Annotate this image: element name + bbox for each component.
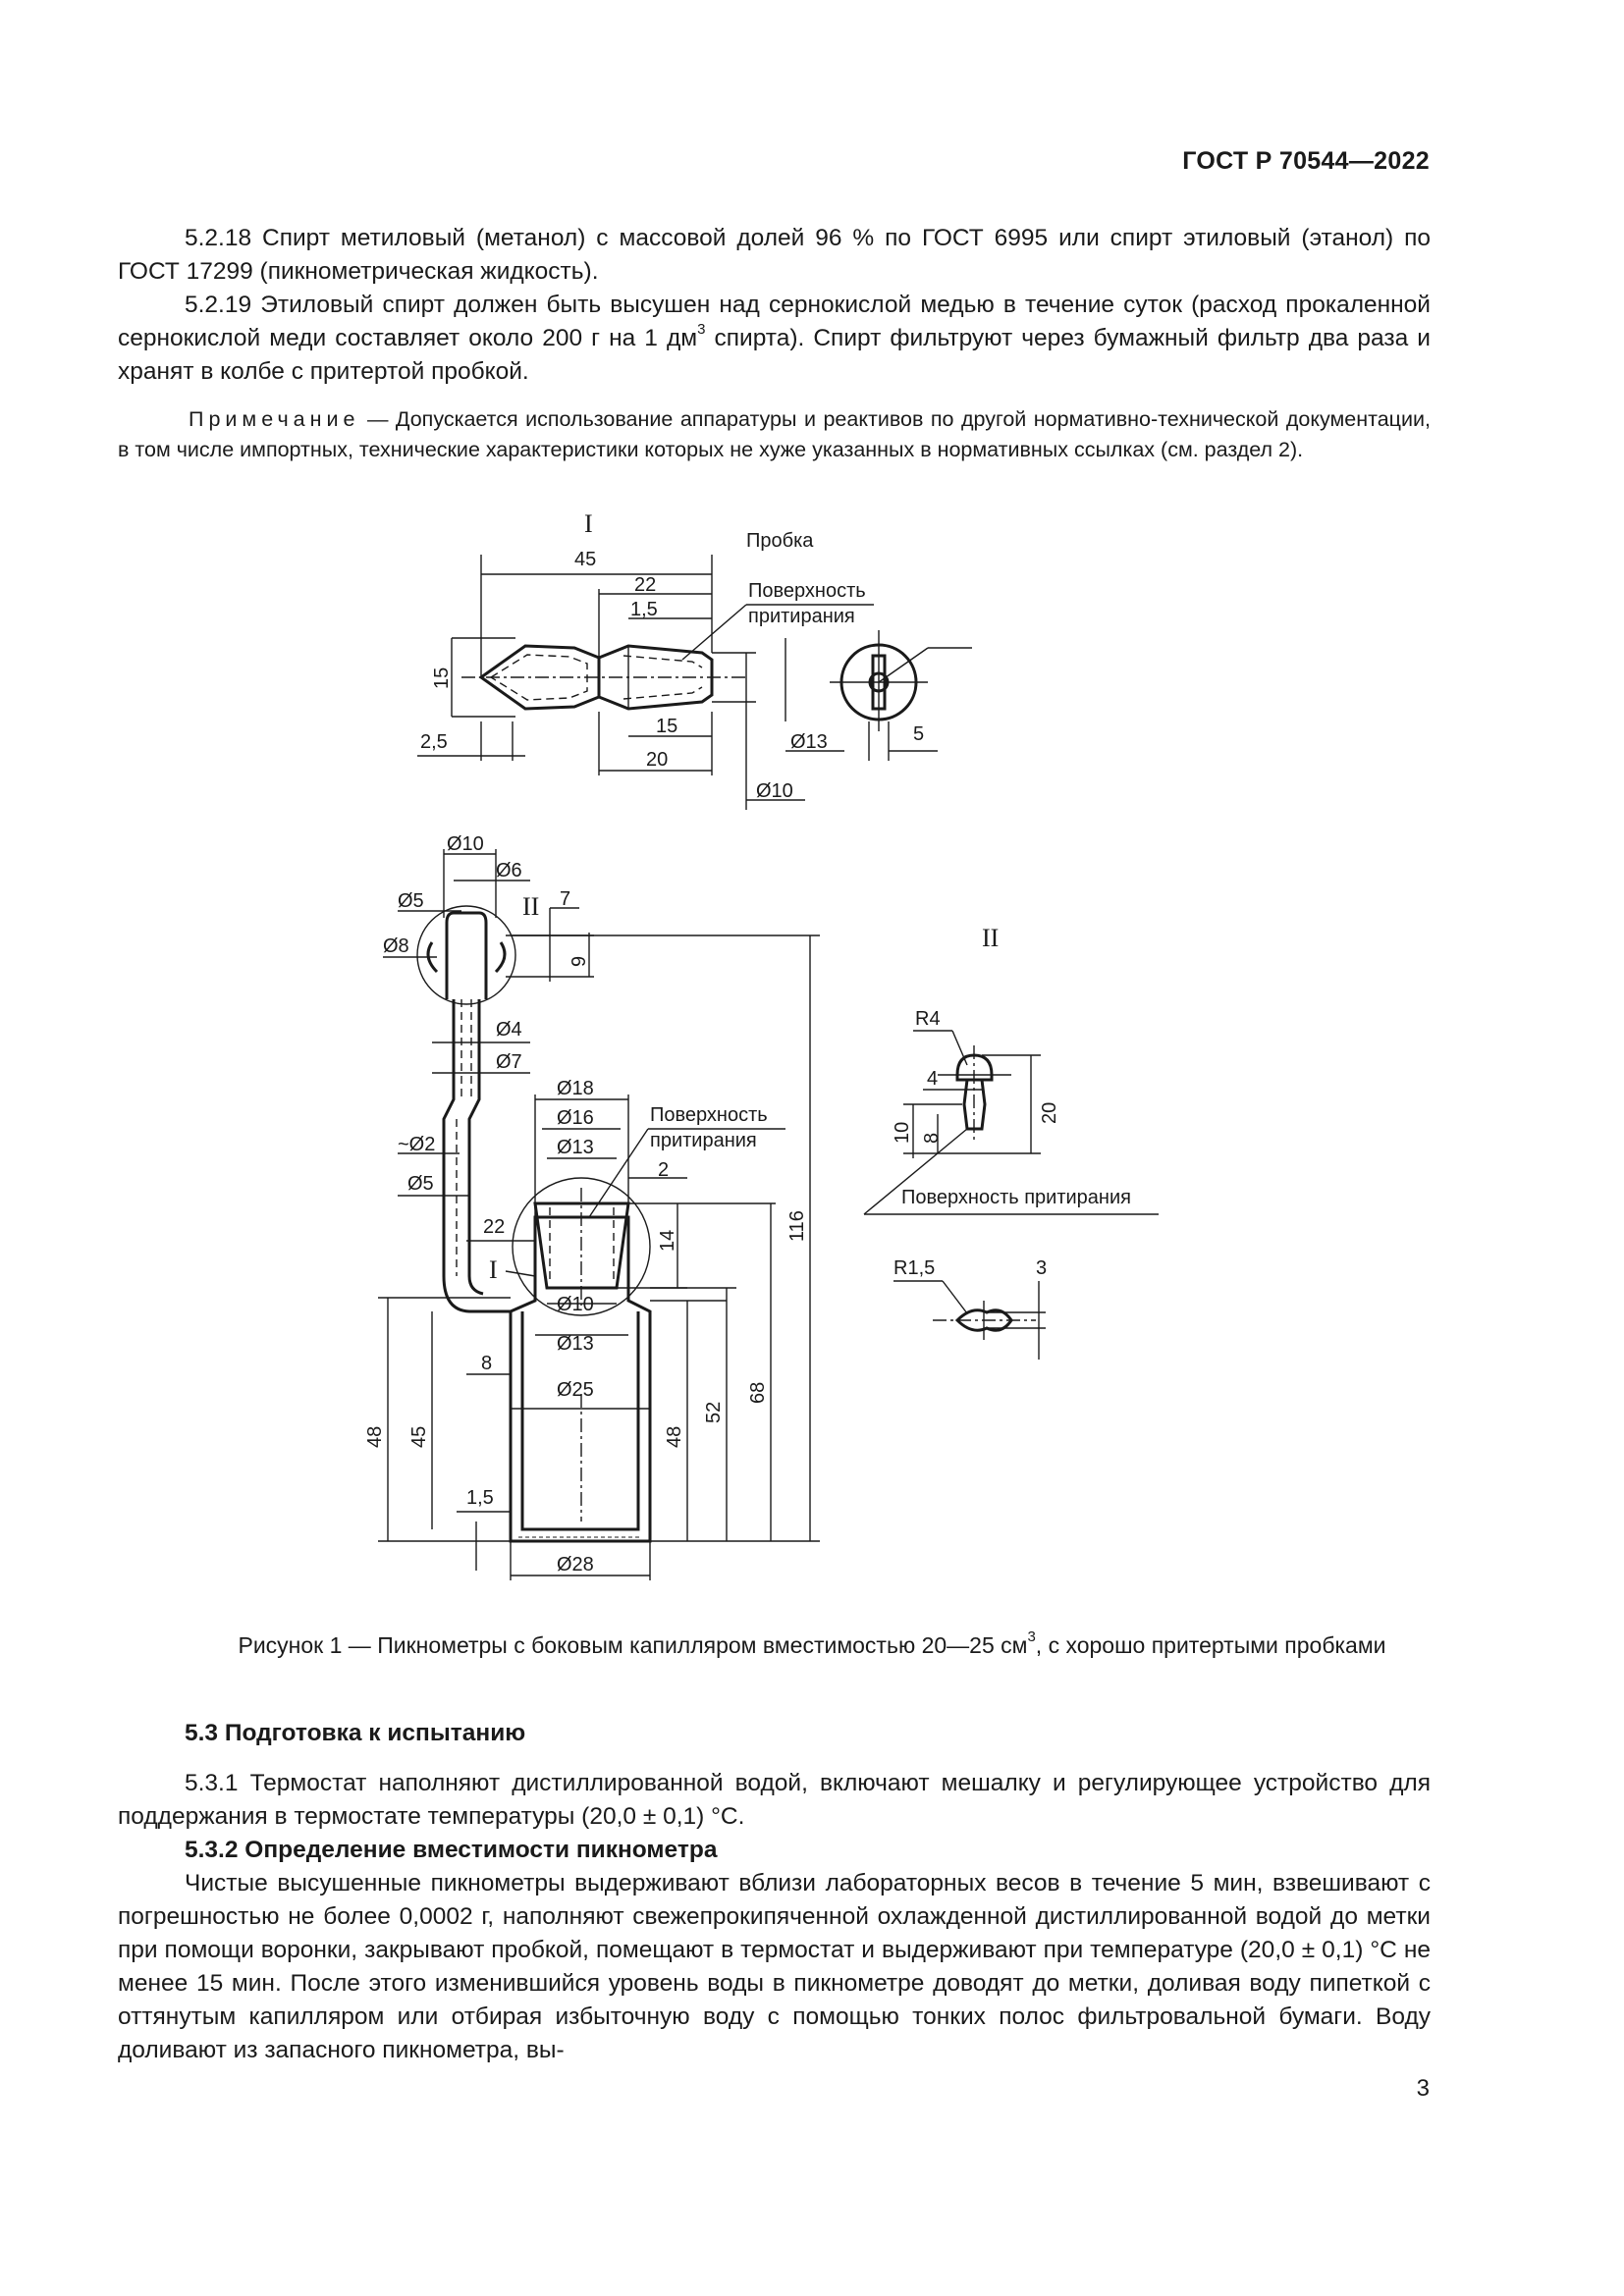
paragraph-5-3-1 <box>118 1767 1431 1834</box>
dim-dia16: Ø16 <box>557 1107 594 1129</box>
dim-dia13-top: Ø13 <box>790 731 828 753</box>
dim-dia4: Ø4 <box>496 1019 522 1041</box>
item-5-3-1: 5.3.1 Термостат наполняют дистиллированной водой, включают мешалку и регулирующее устройство для поддержания в термостате температуры (20,0 ± 0,1) °С. <box>118 1770 1431 1830</box>
detail-label-i-small: I <box>489 1255 498 1284</box>
dim-dia13: Ø13 <box>557 1137 594 1158</box>
dim-45: 45 <box>574 549 597 570</box>
dim-dia10b: Ø10 <box>557 1294 594 1315</box>
dim-22b: 22 <box>483 1216 506 1238</box>
dim-dia10-top: Ø10 <box>756 780 793 802</box>
dim-r4: R4 <box>915 1008 941 1030</box>
ground-surface-label-2a: Поверхность <box>650 1104 768 1126</box>
dim-20b: 20 <box>1039 1101 1060 1124</box>
dim-1-5b: 1,5 <box>466 1487 494 1509</box>
paragraph-5-3-2 <box>118 1834 1431 2067</box>
stopper-section-view <box>830 630 972 731</box>
dim-116: 116 <box>786 1210 808 1242</box>
caption-part-a: Рисунок 1 — Пикнометры с боковым капилляром вместимостью 20—25 см <box>238 1632 1028 1658</box>
dim-dia6: Ø6 <box>496 860 522 881</box>
dim-15-horizontal: 15 <box>656 716 678 737</box>
item-5-2-18: 5.2.18 Спирт метиловый (метанол) с массовой долей 96 % по ГОСТ 6995 или спирт этиловый (этанол) по ГОСТ 17299 (пикнометрическая жидкость). <box>118 225 1431 285</box>
stopper-label: Пробка <box>746 530 814 552</box>
note-label: Примечание <box>189 407 360 431</box>
item-5-3-2-text: Чистые высушенные пикнометры выдерживают вблизи лабораторных весов в течение 5 мин, взвешивают с погрешностью не более 0,0002 г, наполняют свежепрокипяченной охлажденной дистиллированной водой до метки при помощи воронки, закрывают пробкой, помещают в термостат и выдерживают при температуре (20,0 ± 0,1) °С не менее 15 мин. После этого изменившийся уровень воды в пикнометре доводят до метки, доливая воду пипеткой с оттянутым капилляром или отбирая избыточную воду с помощью тонких полос фильтровальной бумаги. Воду доливают из запасного пикнометра, вы- <box>118 1870 1431 2063</box>
dim-68: 68 <box>747 1381 769 1404</box>
dim-5-top: 5 <box>913 723 925 745</box>
dim-8b: 8 <box>921 1132 943 1144</box>
detail-ii-lower <box>933 1301 1036 1340</box>
dim-dia5: Ø5 <box>398 890 424 912</box>
caption-part-b: , с хорошо притертыми пробками <box>1035 1632 1386 1658</box>
dim-48b: 48 <box>664 1425 685 1448</box>
dim-dia25: Ø25 <box>557 1379 594 1401</box>
ground-surface-label-1b: притирания <box>748 606 855 627</box>
dim-8: 8 <box>481 1353 493 1374</box>
dim-2: 2 <box>658 1159 670 1181</box>
dim-14: 14 <box>657 1229 678 1252</box>
dim-20: 20 <box>646 749 669 771</box>
dim-dia7: Ø7 <box>496 1051 522 1073</box>
detail-label-ii-small: II <box>522 892 540 921</box>
dim-r1-5: R1,5 <box>893 1257 936 1279</box>
dim-4: 4 <box>927 1068 939 1090</box>
dim-7: 7 <box>560 888 571 910</box>
dim-dia13b: Ø13 <box>557 1333 594 1355</box>
ground-surface-label-1a: Поверхность <box>748 580 866 602</box>
dim-10: 10 <box>892 1121 913 1144</box>
figure-caption <box>0 1629 1624 1659</box>
detail-ii-drawing <box>938 1045 1011 1144</box>
dim-3: 3 <box>1036 1257 1048 1279</box>
subheading-5-3-2: 5.3.2 Определение вместимости пикнометра <box>185 1837 718 1863</box>
section-heading-5-3: 5.3 Подготовка к испытанию <box>185 1720 526 1746</box>
dim-45b: 45 <box>408 1425 430 1448</box>
ground-surface-label-3: Поверхность притирания <box>901 1187 1131 1208</box>
view-label-ii: II <box>982 924 1000 952</box>
dim-15-vertical: 15 <box>431 667 453 689</box>
document-code: ГОСТ Р 70544—2022 <box>1182 147 1430 175</box>
pycnometer-body <box>417 906 650 1541</box>
dim-dia2: ~Ø2 <box>398 1134 436 1155</box>
dim-dia5b: Ø5 <box>407 1173 434 1195</box>
dim-dia8: Ø8 <box>383 935 409 957</box>
dim-dia18: Ø18 <box>557 1078 594 1099</box>
dim-22: 22 <box>634 574 657 596</box>
stopper-body <box>461 646 746 709</box>
ground-surface-label-2b: притирания <box>650 1130 757 1151</box>
item-5-2-19-part-a: 5.2.19 Этиловый спирт должен быть высушен над сернокислой медью в течение суток (расход прокаленной сернокислой меди составляет около 200 г на 1 дм <box>118 292 1431 351</box>
caption-sup: 3 <box>1027 1629 1036 1646</box>
view-label-i: I <box>584 509 593 538</box>
dim-52: 52 <box>703 1401 725 1423</box>
note-text: — Допускается использование аппаратуры и реактивов по другой нормативно-технической документации, в том числе импортных, технические характеристики которых не хуже указанных в нормативных ссылках (см. раздел 2). <box>118 407 1431 461</box>
dim-1-5: 1,5 <box>630 599 658 620</box>
dim-dia10: Ø10 <box>447 833 484 855</box>
dim-48a: 48 <box>364 1425 386 1448</box>
dim-dia28: Ø28 <box>557 1554 594 1575</box>
item-5-2-19-sup: 3 <box>697 320 706 338</box>
page-number: 3 <box>1416 2075 1430 2102</box>
dim-2-5: 2,5 <box>420 731 448 753</box>
dim-9: 9 <box>568 955 590 967</box>
item-5-2-19-part-b: спирта). Спирт фильтруют через бумажный фильтр два раза и хранят в колбе с притертой пробкой. <box>118 325 1431 385</box>
